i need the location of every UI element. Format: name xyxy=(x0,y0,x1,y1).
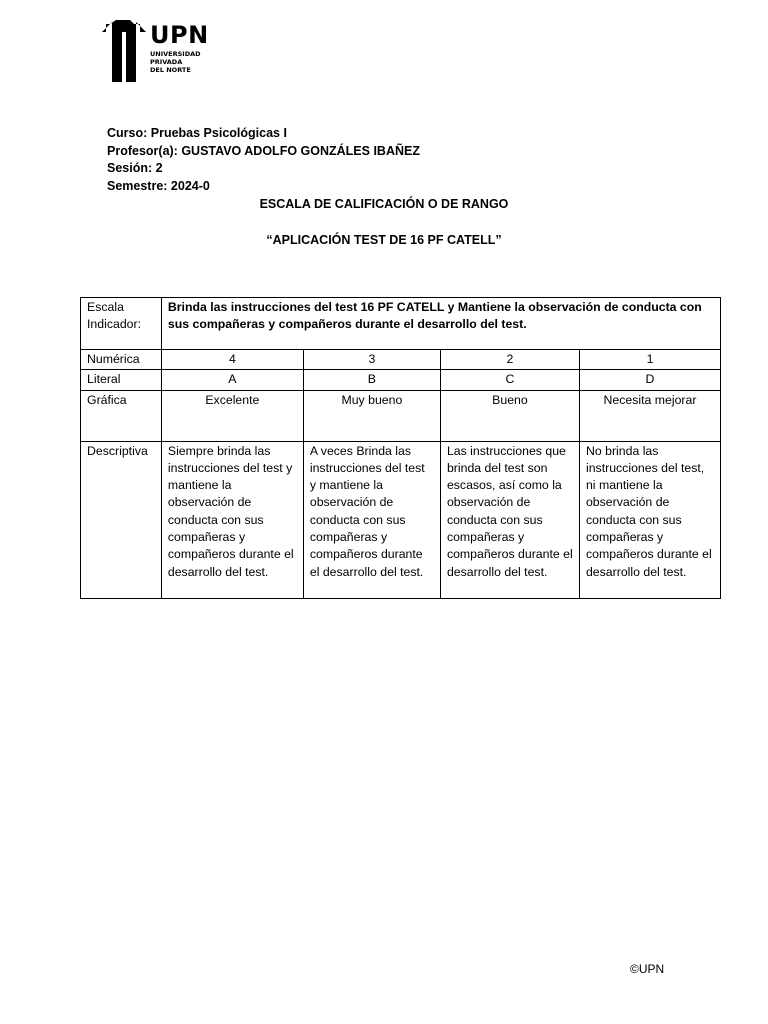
table-row-grafica xyxy=(81,390,721,441)
cell-descriptiva-3: Las instrucciones que brinda del test son escasos, así como la observación de conducta con sus compañeras y compañeros durante el desarrollo del test. xyxy=(440,441,579,598)
cell-descriptiva-2: A veces Brinda las instrucciones del test y mantiene la observación de conducta con sus compañeras y compañeros durante el desarrollo del test. xyxy=(303,441,440,598)
logo-subtitle-3: DEL NORTE xyxy=(150,66,191,74)
row-label-grafica: Gráfica xyxy=(81,390,162,441)
cell-numerica-3: 2 xyxy=(440,350,579,370)
rating-scale-table xyxy=(80,297,721,599)
cell-grafica-2: Muy bueno xyxy=(303,390,440,441)
logo-subtitle-2: PRIVADA xyxy=(150,58,183,66)
course-info xyxy=(107,125,420,195)
scale-label: Escala xyxy=(87,300,124,314)
table-row-literal xyxy=(81,370,721,390)
row-label-descriptiva: Descriptiva xyxy=(81,441,162,598)
copyright-notice: ©UPN xyxy=(630,962,665,976)
cell-literal-4: D xyxy=(579,370,720,390)
cell-descriptiva-4: No brinda las instrucciones del test, ni mantiene la observación de conducta con sus compañeras y compañeros durante el desarrollo del test. xyxy=(579,441,720,598)
page-title: ESCALA DE CALIFICACIÓN O DE RANGO xyxy=(259,197,509,211)
page-subtitle: “APLICACIÓN TEST DE 16 PF CATELL” xyxy=(266,233,502,247)
upn-logo xyxy=(100,20,210,84)
logo-text-block xyxy=(150,20,209,74)
logo-name: UPN xyxy=(150,21,209,49)
scale-indicator-label xyxy=(81,298,162,350)
cell-numerica-4: 1 xyxy=(579,350,720,370)
cell-grafica-3: Bueno xyxy=(440,390,579,441)
cell-literal-2: B xyxy=(303,370,440,390)
cell-literal-1: A xyxy=(161,370,303,390)
cell-descriptiva-1: Siempre brinda las instrucciones del test y mantiene la observación de conducta con sus compañeras y compañeros durante el desarrollo del test. xyxy=(161,441,303,598)
professor-name: Profesor(a): GUSTAVO ADOLFO GONZÁLES IBAÑEZ xyxy=(107,143,420,158)
table-row-header xyxy=(81,298,721,350)
row-label-literal: Literal xyxy=(81,370,162,390)
logo-subtitle-1: UNIVERSIDAD xyxy=(150,50,201,58)
cell-literal-3: C xyxy=(440,370,579,390)
indicator-label: Indicador: xyxy=(87,317,142,332)
table-row-numerica xyxy=(81,350,721,370)
row-label-numerica: Numérica xyxy=(81,350,162,370)
cell-numerica-1: 4 xyxy=(161,350,303,370)
semester: Semestre: 2024-0 xyxy=(107,178,210,193)
cell-grafica-1: Excelente xyxy=(161,390,303,441)
course-name: Curso: Pruebas Psicológicas I xyxy=(107,126,287,140)
upn-torch-icon xyxy=(100,20,146,82)
table-row-descriptiva xyxy=(81,441,721,598)
cell-numerica-2: 3 xyxy=(303,350,440,370)
session-number: Sesión: 2 xyxy=(107,161,163,175)
cell-grafica-4: Necesita mejorar xyxy=(579,390,720,441)
indicator-text: Brinda las instrucciones del test 16 PF CATELL y Mantiene la observación de conducta con sus compañeras y compañeros durante el desarrollo del test. xyxy=(161,298,720,350)
